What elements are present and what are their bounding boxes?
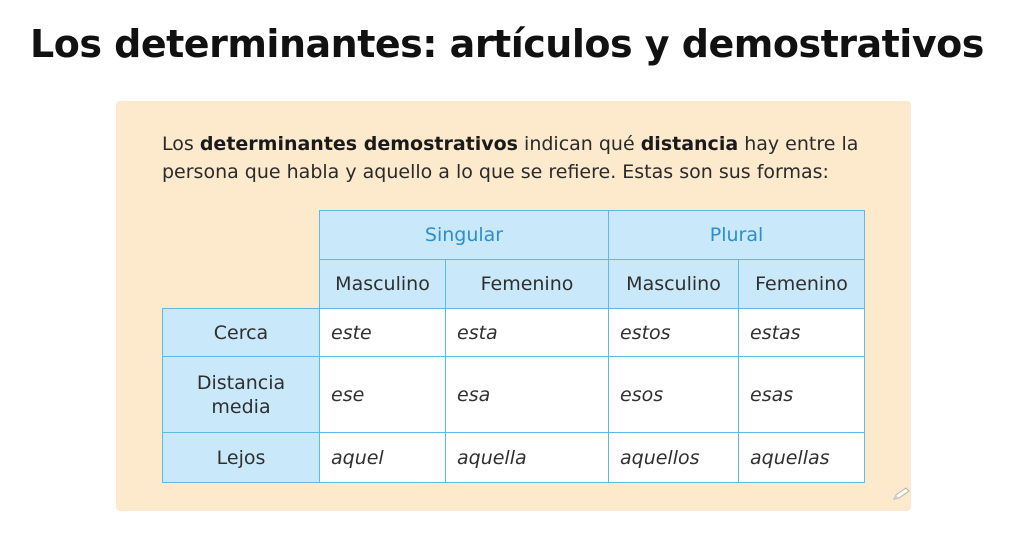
table-cell: aquellos	[608, 432, 739, 483]
table-cell: aquella	[445, 432, 609, 483]
intro-bold-1: determinantes demostrativos	[199, 133, 518, 155]
table-cell: ese	[319, 356, 446, 433]
table-cell: esas	[738, 356, 865, 433]
table-cell: esos	[608, 356, 739, 433]
header-plural: Plural	[608, 210, 865, 260]
intro-paragraph	[162, 130, 882, 186]
page-title: Los determinantes: artículos y demostrativos	[30, 22, 984, 66]
table-cell: estas	[738, 308, 865, 357]
table-cell: esa	[445, 356, 609, 433]
row-label-cerca: Cerca	[162, 308, 320, 357]
header-singular: Singular	[319, 210, 609, 260]
intro-text-1: Los	[162, 133, 200, 155]
row-label-lejos: Lejos	[162, 432, 320, 483]
intro-text-2: indican qué	[518, 133, 641, 155]
table-cell: aquel	[319, 432, 446, 483]
table-cell: estos	[608, 308, 739, 357]
subheader-masculino-plural: Masculino	[608, 259, 739, 309]
table-cell: este	[319, 308, 446, 357]
subheader-femenino-singular: Femenino	[445, 259, 609, 309]
demonstratives-table	[162, 210, 865, 483]
row-label-distancia-media: Distancia media	[162, 356, 320, 433]
subheader-femenino-plural: Femenino	[738, 259, 865, 309]
subheader-masculino-singular: Masculino	[319, 259, 446, 309]
pencil-icon	[892, 487, 910, 501]
table-cell: esta	[445, 308, 609, 357]
intro-bold-2: distancia	[640, 133, 739, 155]
table-cell: aquellas	[738, 432, 865, 483]
intro-text-3: hay entre la persona que habla y aquello a lo que se refiere. Estas son sus formas:	[162, 133, 859, 183]
